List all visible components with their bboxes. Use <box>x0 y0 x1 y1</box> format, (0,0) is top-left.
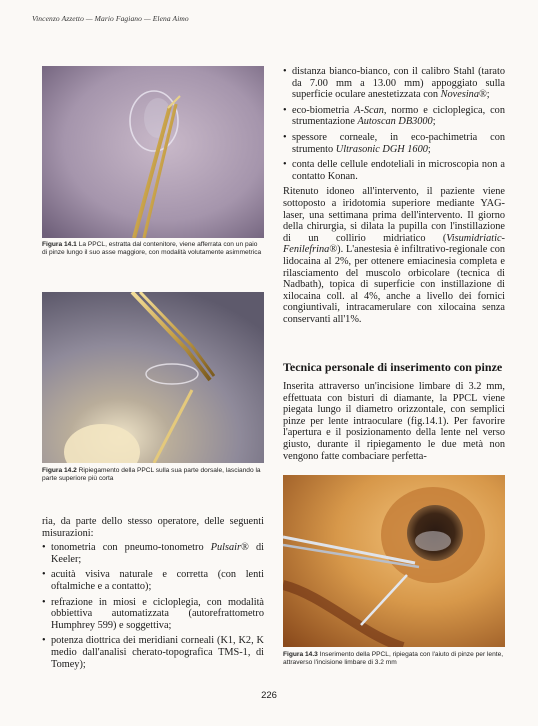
list-item: • spessore corneale, in eco-pachimetria con strumento Ultrasonic DGH 1600; <box>283 132 505 155</box>
right-column-text <box>283 66 505 325</box>
figure-14-2-photo <box>42 292 264 463</box>
section-paragraph: Inserita attraverso un'incisione limbare di 3.2 mm, effettuata con bisturi di diamante, la PPCL viene piegata lungo il diametro orizzontale, con semplici pinze per lente intraoculare (fig.14.1). Per favorire l'apertura e il posizionamento della lente nel verso giusto, durante il ripiegamento le due metà non vengono fatte combaciare perfetta- <box>283 381 505 462</box>
list-item: • distanza bianco-bianco, con il calibro Stahl (tarato da 7.00 mm a 13.00 mm) appoggiato sulla superficie oculare anestetizzata con Novesina®; <box>283 66 505 101</box>
list-item: • potenza diottrica dei meridiani corneali (K1, K2, K medio dall'analisi cherato-topografica TMS-1, di Tomey); <box>42 635 264 670</box>
list-item: • eco-biometria A-Scan, normo e cicloplegica, con strumentazione Autoscan DB3000; <box>283 105 505 128</box>
figure-14-1-caption: Figura 14.1 La PPCL, estratta dal contenitore, viene afferrata con un paio di pinze lungo il suo asse maggiore, con modalità volutamente asimmetrica <box>42 241 262 257</box>
list-item: • acuità visiva naturale e corretta (con lenti oftalmiche e a contatto); <box>42 569 264 592</box>
left-column-text <box>42 516 264 674</box>
right-paragraph: Ritenuto idoneo all'intervento, il paziente viene sottoposto a iridotomia superiore mediante YAG-laser, una settimana prima dell'intervento. Il giorno della chirurgia, si dilata la pupilla con l'instillazione di un collirio midriatico (Visumidriatic-Fenilefrina®). L'anestesia è infiltrativo-regionale con lidocaina al 2%, per ottenere emiacinesia completa e rilasciamento del muscolo orbicolare (tecnica di Nadbath), topica di superficie con instillazione di xilocaina coll. al 4%, anche a livello dei fornici congiuntivali, intracamerulare con xilocaina senza conservanti all'1%. <box>283 186 505 325</box>
list-item: • conta delle cellule endoteliali in microscopia non a contatto Konan. <box>283 159 505 182</box>
figure-14-3-caption: Figura 14.3 Inserimento della PPCL, ripiegata con l'aiuto di pinze per lente, attraverso l'incisione limbare di 3.2 mm <box>283 651 504 667</box>
figure-14-1-photo <box>42 66 264 238</box>
figure-14-3-photo <box>283 475 505 647</box>
page-number: 226 <box>261 690 277 701</box>
figure-14-2-caption: Figura 14.2 Ripiegamento della PPCL sulla sua parte dorsale, lasciando la parte superiore più corta <box>42 467 261 483</box>
list-item: • tonometria con pneumo-tonometro Pulsair® di Keeler; <box>42 542 264 565</box>
left-bullet-list <box>42 542 264 670</box>
list-item: • refrazione in miosi e cicloplegia, con modalità obbiettiva automatizzata (autorefrattometro Humphrey 599) e soggettiva; <box>42 597 264 632</box>
running-header: Vincenzo Azzetto — Mario Fagiano — Elena Aimo <box>32 14 189 23</box>
left-paragraph: ria, da parte dello stesso operatore, delle seguenti misurazioni: <box>42 516 264 539</box>
right-bullet-list <box>283 66 505 182</box>
section-heading: Tecnica personale di inserimento con pinze <box>283 360 503 374</box>
